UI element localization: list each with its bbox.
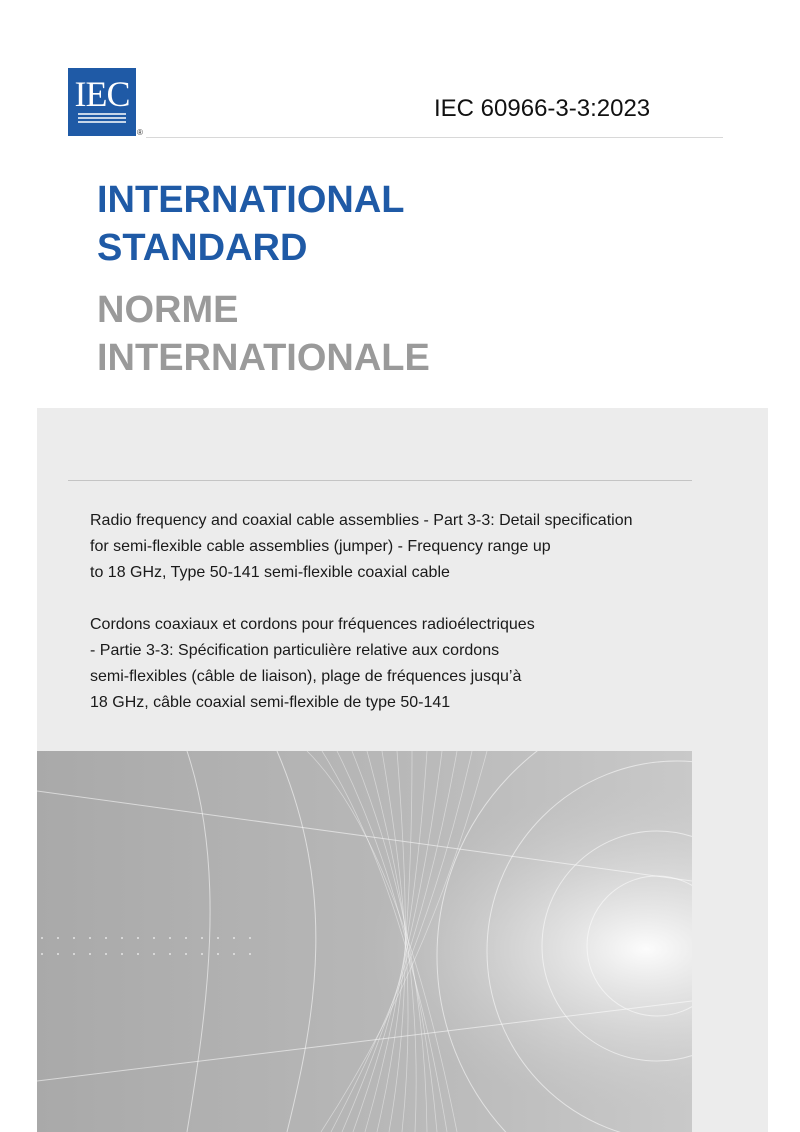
standard-number: IEC 60966-3-3:2023 — [434, 95, 651, 122]
logo-text: IEC — [74, 74, 130, 114]
title-french — [97, 286, 430, 382]
description-french-line: semi-flexibles (câble de liaison), plage de fréquences jusqu’à — [90, 668, 522, 685]
title-english — [97, 176, 405, 272]
logo-lines-icon — [78, 112, 126, 126]
title-english-line-2: STANDARD — [97, 227, 308, 269]
description-english-line: to 18 GHz, Type 50-141 semi-flexible coaxial cable — [90, 564, 450, 581]
title-english-line-1: INTERNATIONAL — [97, 179, 405, 221]
description-french-line: 18 GHz, câble coaxial semi-flexible de type 50-141 — [90, 694, 451, 711]
cover-artwork — [37, 751, 692, 1132]
title-french-line-2: INTERNATIONALE — [97, 337, 430, 379]
description-english-line: Radio frequency and coaxial cable assemblies - Part 3-3: Detail specification — [90, 512, 633, 529]
panel-divider — [68, 480, 692, 481]
title-french-line-1: NORME — [97, 289, 239, 331]
iec-logo — [68, 68, 136, 136]
description-english-line: for semi-flexible cable assemblies (jumper) - Frequency range up — [90, 538, 551, 555]
description-english — [90, 508, 690, 586]
description-french-line: Cordons coaxiaux et cordons pour fréquences radioélectriques — [90, 616, 535, 633]
header-divider — [146, 137, 723, 138]
description-french — [90, 612, 690, 716]
registered-mark: ® — [137, 128, 143, 137]
description-french-line: - Partie 3-3: Spécification particulière relative aux cordons — [90, 642, 500, 659]
